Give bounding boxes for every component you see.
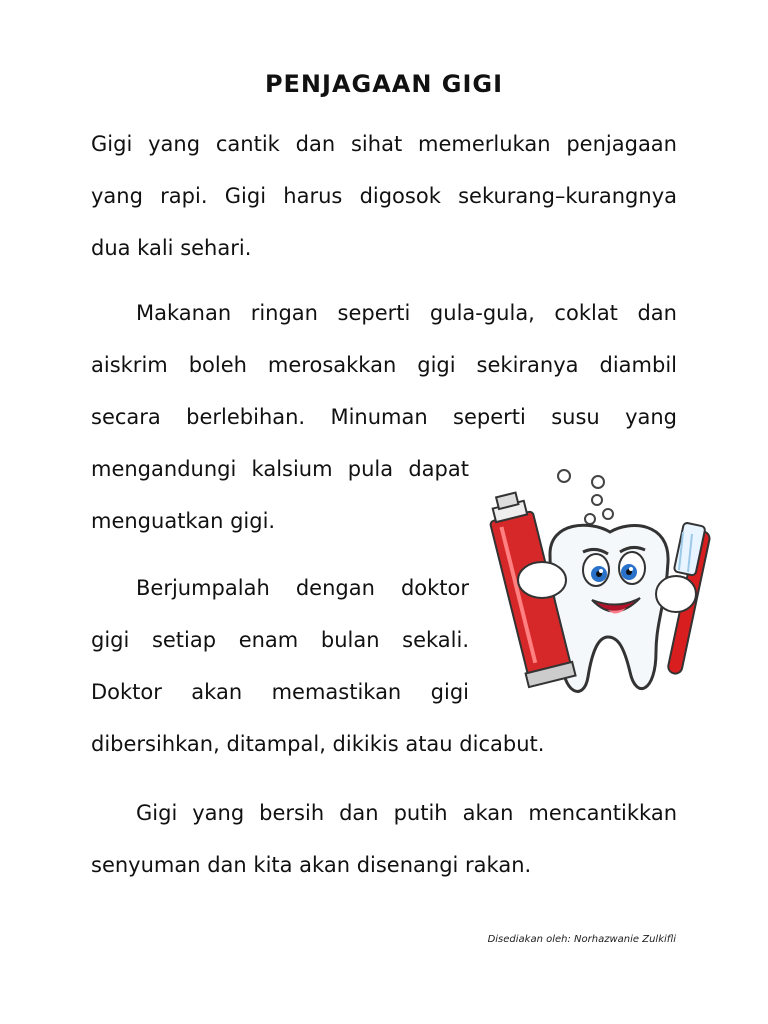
paragraph-line: senyuman dan kita akan disenangi rakan. bbox=[91, 853, 532, 877]
paragraph-line: Gigi yang bersih dan putih akan mencantikkan bbox=[136, 801, 677, 825]
paragraph-line: gigi setiap enam bulan sekali. bbox=[91, 628, 469, 652]
paragraph-4 bbox=[91, 787, 677, 891]
paragraph-line: yang rapi. Gigi harus digosok sekurang–kurangnya bbox=[91, 184, 677, 208]
paragraph-line: Makanan ringan seperti gula-gula, coklat dan bbox=[136, 301, 677, 325]
bubble-icon bbox=[603, 509, 613, 519]
right-hand bbox=[656, 576, 696, 612]
bubble-icon bbox=[558, 470, 570, 482]
paragraph-line: Doktor akan memastikan gigi bbox=[91, 680, 469, 704]
paragraph-line: aiskrim boleh merosakkan gigi sekiranya diambil bbox=[91, 353, 677, 377]
tooth-mascot-illustration bbox=[480, 462, 720, 712]
paragraph-1 bbox=[91, 118, 677, 274]
paragraph-line: mengandungi kalsium pula dapat bbox=[91, 457, 469, 481]
bubble-icon bbox=[592, 495, 602, 505]
left-hand bbox=[518, 562, 566, 598]
bubble-icon bbox=[585, 514, 595, 524]
page-title: PENJAGAAN GIGI bbox=[264, 70, 504, 98]
paragraph-line: dua kali sehari. bbox=[91, 236, 252, 260]
paragraph-line: dibersihkan, ditampal, dikikis atau dicabut. bbox=[91, 732, 545, 756]
paragraph-line: menguatkan gigi. bbox=[91, 509, 276, 533]
paragraph-line: secara berlebihan. Minuman seperti susu yang bbox=[91, 405, 677, 429]
credit-text: Disediakan oleh: Norhazwanie Zulkifli bbox=[487, 934, 676, 945]
paragraph-line: Gigi yang cantik dan sihat memerlukan penjagaan bbox=[91, 132, 677, 156]
paragraph-line: Berjumpalah dengan doktor bbox=[136, 576, 469, 600]
bubble-icon bbox=[592, 476, 604, 488]
